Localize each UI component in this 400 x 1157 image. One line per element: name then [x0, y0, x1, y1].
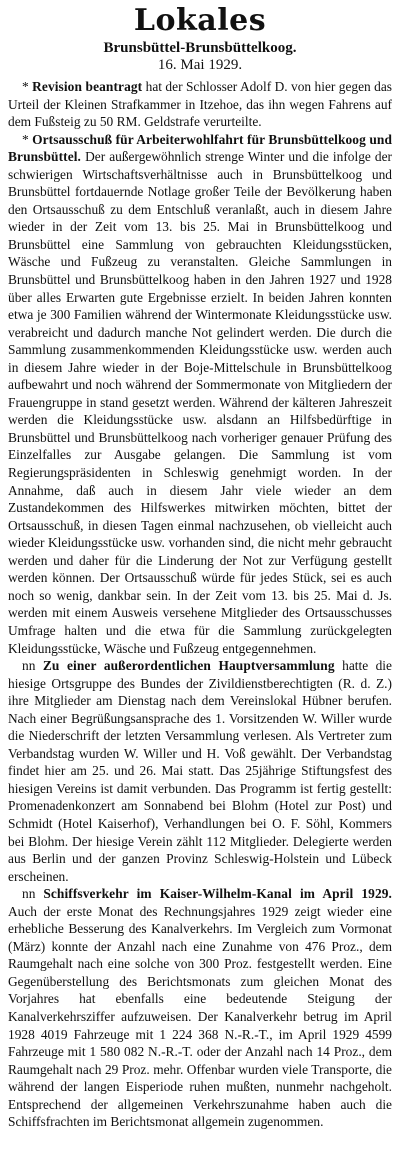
article-body: hat der Schlosser Adolf D. von hier gegen das Urteil der Kleinen Strafkammer in Itzehoe, das ihn wegen Fahrens auf dem Fußsteig zu 50 RM. Geldstrafe verurteilte.: [8, 79, 392, 130]
place-line: Brunsbüttel-Brunsbüttelkoog.: [103, 40, 297, 56]
article-headline: Schiffsverkehr im Kaiser-Wilhelm-Kanal im April 1929.: [43, 886, 392, 902]
article-marker: *: [22, 79, 29, 94]
article-headline: Zu einer außerordentlichen Hauptversammlung: [42, 658, 335, 674]
article-body: Der außergewöhnlich strenge Winter und die infolge der schwierigen Wirtschaftsverhältnisse auch in Brunsbüttelkoog und Brunsbüttel fortdauernde Notlage großer Teile der Bevölkerung haben den Ortsausschuß zu dem Entschluß veranlaßt, auch in diesem Jahre wieder in der Zeit vom 13. bis 25. Mai in Brunsbüttelkoog und Brunsbüttel eine Sammlung von gebrauchten Kleidungsstücken, Wäsche und Fußzeug zu veranstalten. Gleiche Sammlungen in Brunsbüttel und Brunsbüttelkoog haben in den Jahren 1927 und 1928 über alles Erwarten gute Ergebnisse erzielt. In beiden Jahren konnten etwa je 300 Familien während der Wintermonate Kleidungsstücke usw. verabreicht und dadurch manche Not gelindert werden. Die durch die Sammlung zusammenkommenden Kleidungsstücke usw. werden auch in diesem Jahre wieder in der Boje-Mittelschule in Brunsbüttelkoog aufbewahrt und noch während der Sommermonate von Mitgliedern der Frauengruppe in stand gesetzt werden. Während der kälteren Jahreszeit werden die Kleidungsstücke usw. alsdann an Hilfsbedürftige in Brunsbüttel und Brunsbüttelkoog nach vorheriger genauer Prüfung des Einzelfalles zur Ausgabe gelangen. Die Sammlung ist vom Regierungspräsidenten in Schleswig genehmigt worden. In der Annahme, daß auch in diesem Jahr viele wieder an dem Zustandekommen des Hilfswerkes mitwirken möchten, bittet der Ortsausschuß, in diesen Tagen einmal nachzusehen, ob vielleicht auch wieder Kleidungsstücke usw. vorhanden sind, die nicht mehr gebraucht werden und daher für die Linderung der Not zur Verfügung gestellt werden können. Der Ortsausschuß würde für jedes Stück, sei es auch noch so wenig, dankbar sein. In der Zeit vom 13. bis 25. Mai d. Js. werden mit einem Ausweis versehene Mitglieder des Ortsausschusses Umfrage halten und die etwa für die Sammlung zurückgelegten Kleidungsstücke, Wäsche und Fußzeug entgegennehmen.: [8, 149, 393, 656]
article-schiffsverkehr: [8, 885, 392, 1131]
article-headline: Revision beantragt: [32, 79, 143, 94]
article-arbeiterwohlfahrt: [8, 131, 392, 657]
article-marker: nn: [22, 886, 36, 902]
article-body: hatte die hiesige Ortsgruppe des Bundes der Zivildienstberechtigten (R. d. Z.) ihre Mitglieder am Dienstag nach dem Vereinslokal Hübner berufen. Nach einer Begrüßungsansprache des 1. Vorsitzenden W. Willer wurde die Niederschrift der letzten Versammlung verlesen. Als Vertreter zum Verbandstag wurden W. Willer und H. Voß gewählt. Der Verbandstag findet hier am 25. und 26. Mai statt. Das 25jährige Stiftungsfest des hiesigen Vereins ist damit verbunden. Das Programm ist fertig gestellt: Promenadenkonzert am Sonnabend bei Blohm (Hotel zur Post) und Schmidt (Hotel Kaiserhof), Verhandlungen bei O. F. Söhl, Kommers bei Blohm. Der hiesige Verein zählt 112 Mitglieder. Delegierte werden aus Berlin und der ganzen Provinz Schleswig-Holstein und Lübeck erscheinen.: [8, 658, 392, 884]
article-marker: *: [22, 131, 29, 147]
article-body: Auch der erste Monat des Rechnungsjahres 1929 zeigt wieder eine erhebliche Besserung des Kanalverkehrs. Im Vergleich zum Vormonat (März) konnte der Anzahl nach eine Zunahme von 476 Proz., dem Raumgehalt nach eine solche von 300 Proz. festgestellt werden. Eine Gegenüberstellung des Berichtsmonats zum gleichen Monat des Vorjahres hat ebenfalls eine bedeutende Steigung der Kanalverkehrsziffer aufzuweisen. Der Kanalverkehr betrug im April 1928 4019 Fahrzeuge mit 1 224 368 N.-R.-T., im April 1929 4599 Fahrzeuge mit 1 580 082 N.-R.-T. oder der Anzahl nach 14 Proz., dem Raumgehalt nach 29 Proz. mehr. Offenbar wurden viele Transporte, die während der langen Eisperiode ruhen mußten, nunmehr nachgeholt. Entsprechend der allgemeinen Verkehrszunahme haben auch die Schiffsfrachten im Berichtsmonat allgemein zugenommen.: [8, 903, 392, 1130]
article-revision: [8, 78, 392, 131]
date-line: 16. Mai 1929.: [157, 57, 243, 73]
section-title: Lokales: [133, 3, 267, 38]
article-headline: Ortsausschuß für Arbeiterwohlfahrt für Brunsbüttelkoog und Brunsbüttel.: [8, 131, 392, 165]
article-hauptversammlung: [8, 657, 392, 885]
article-marker: nn: [22, 658, 36, 674]
